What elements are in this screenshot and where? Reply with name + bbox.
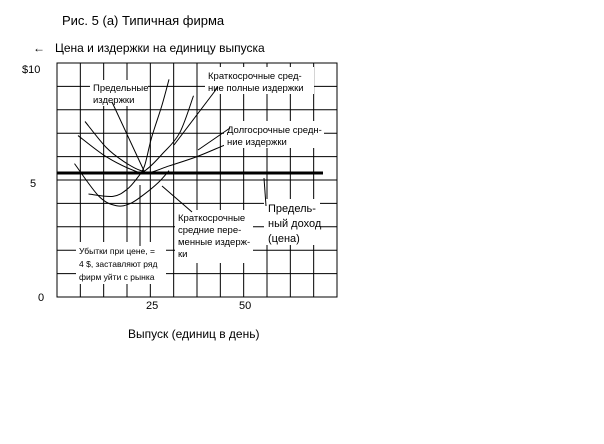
mr-label-line3: (цена) bbox=[268, 233, 300, 245]
loss-label-line3: фирм уйти с рынка bbox=[79, 272, 155, 282]
satc-leader-line bbox=[174, 87, 218, 145]
y-tick-5: 5 bbox=[30, 178, 37, 190]
savc-label-line1: Краткосрочные bbox=[178, 213, 246, 224]
y-tick-0: 0 bbox=[38, 292, 45, 304]
savc-label-line3: менные издерж- bbox=[178, 237, 251, 248]
mc-label-line2: издержки bbox=[93, 95, 135, 106]
loss-label-line1: Убытки при цене, = bbox=[79, 246, 155, 256]
x-tick-25: 25 bbox=[146, 300, 159, 312]
y-axis-label: Цена и издержки на единицу выпуска bbox=[55, 41, 265, 55]
loss-label-line2: 4 $, заставляют ряд bbox=[79, 259, 158, 269]
y-axis-arrow: ← bbox=[33, 41, 45, 55]
savc-label-line2: средние пере- bbox=[178, 225, 242, 236]
lac-label-line2: ние издержки bbox=[227, 137, 287, 148]
satc-label-line1: Краткосрочные сред- bbox=[208, 71, 302, 82]
savc-leader-line bbox=[162, 186, 192, 212]
x-tick-50: 50 bbox=[239, 300, 252, 312]
x-axis-label: Выпуск (единиц в день) bbox=[128, 327, 260, 341]
figure-title: Рис. 5 (а) Типичная фирма bbox=[62, 13, 225, 28]
mc-label-line1: Предельные bbox=[93, 83, 149, 94]
mr-label-line1: Предель- bbox=[268, 203, 316, 215]
satc-label-line2: ние полные издержки bbox=[208, 83, 304, 94]
savc-label-line4: ки bbox=[178, 249, 188, 260]
mr-label-line2: ный доход bbox=[268, 218, 322, 230]
series-short-run-avc-curve bbox=[75, 164, 170, 207]
y-tick-10: $10 bbox=[22, 64, 41, 76]
lac-label-line1: Долгосрочные средн- bbox=[227, 125, 322, 136]
